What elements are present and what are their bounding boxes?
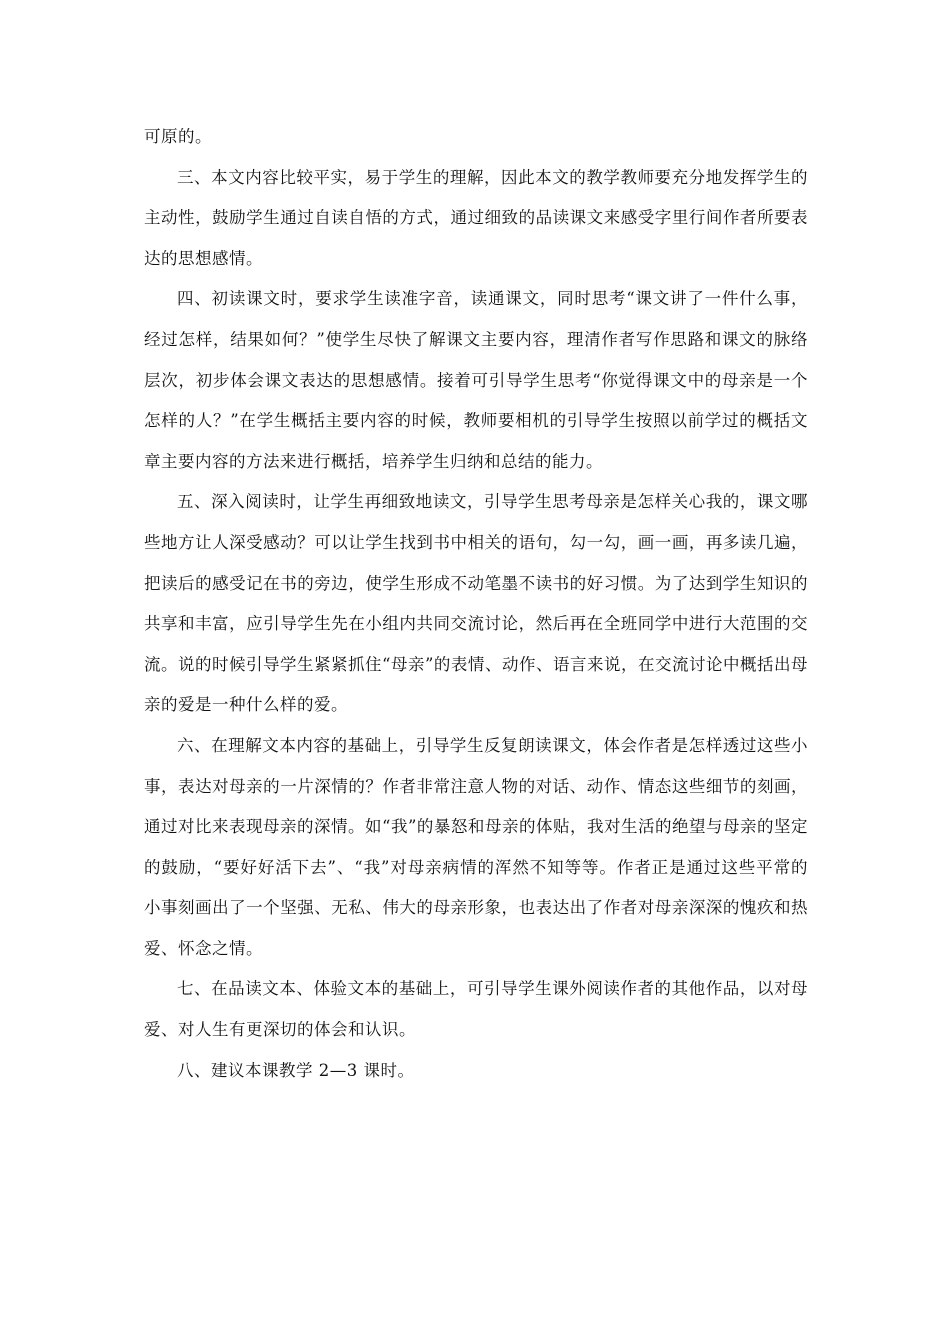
paragraph-7: 七、在品读文本、体验文本的基础上，可引导学生课外阅读作者的其他作品，以对母爱、对人生有更深切的体会和认识。 [144,979,808,1040]
paragraph-3: 三、本文内容比较平实，易于学生的理解，因此本文的教学教师要充分地发挥学生的主动性，鼓励学生通过自读自悟的方式，通过细致的品读课文来感受字里行间作者所要表达的思想感情。 [144,167,808,268]
body-text [144,117,808,1091]
paragraph-4: 四、初读课文时，要求学生读准字音，读通课文，同时思考“课文讲了一件什么事，经过怎样，结果如何？”使学生尽快了解课文主要内容，理清作者写作思路和课文的脉络层次，初步体会课文表达的思想感情。接着可引导学生思考“你觉得课文中的母亲是一个怎样的人？”在学生概括主要内容的时候，教师要相机的引导学生按照以前学过的概括文章主要内容的方法来进行概括，培养学生归纳和总结的能力。 [144,289,808,471]
paragraph-5: 五、深入阅读时，让学生再细致地读文，引导学生思考母亲是怎样关心我的，课文哪些地方让人深受感动？可以让学生找到书中相关的语句，勾一勾，画一画，再多读几遍，把读后的感受记在书的旁边，使学生形成不动笔墨不读书的好习惯。为了达到学生知识的共享和丰富，应引导学生先在小组内共同交流讨论，然后再在全班同学中进行大范围的交流。说的时候引导学生紧紧抓住“母亲”的表情、动作、语言来说，在交流讨论中概括出母亲的爱是一种什么样的爱。 [144,492,808,715]
paragraph-6: 六、在理解文本内容的基础上，引导学生反复朗读课文，体会作者是怎样透过这些小事，表达对母亲的一片深情的？作者非常注意人物的对话、动作、情态这些细节的刻画，通过对比来表现母亲的深情。如“我”的暴怒和母亲的体贴，我对生活的绝望与母亲的坚定的鼓励，“要好好活下去”、“我”对母亲病情的浑然不知等等。作者正是通过这些平常的小事刻画出了一个坚强、无私、伟大的母亲形象，也表达出了作者对母亲深深的愧疚和热爱、怀念之情。 [144,735,808,958]
paragraph-continuation: 可原的。 [144,127,212,146]
paragraph-8: 八、建议本课教学 2—3 课时。 [177,1060,415,1080]
